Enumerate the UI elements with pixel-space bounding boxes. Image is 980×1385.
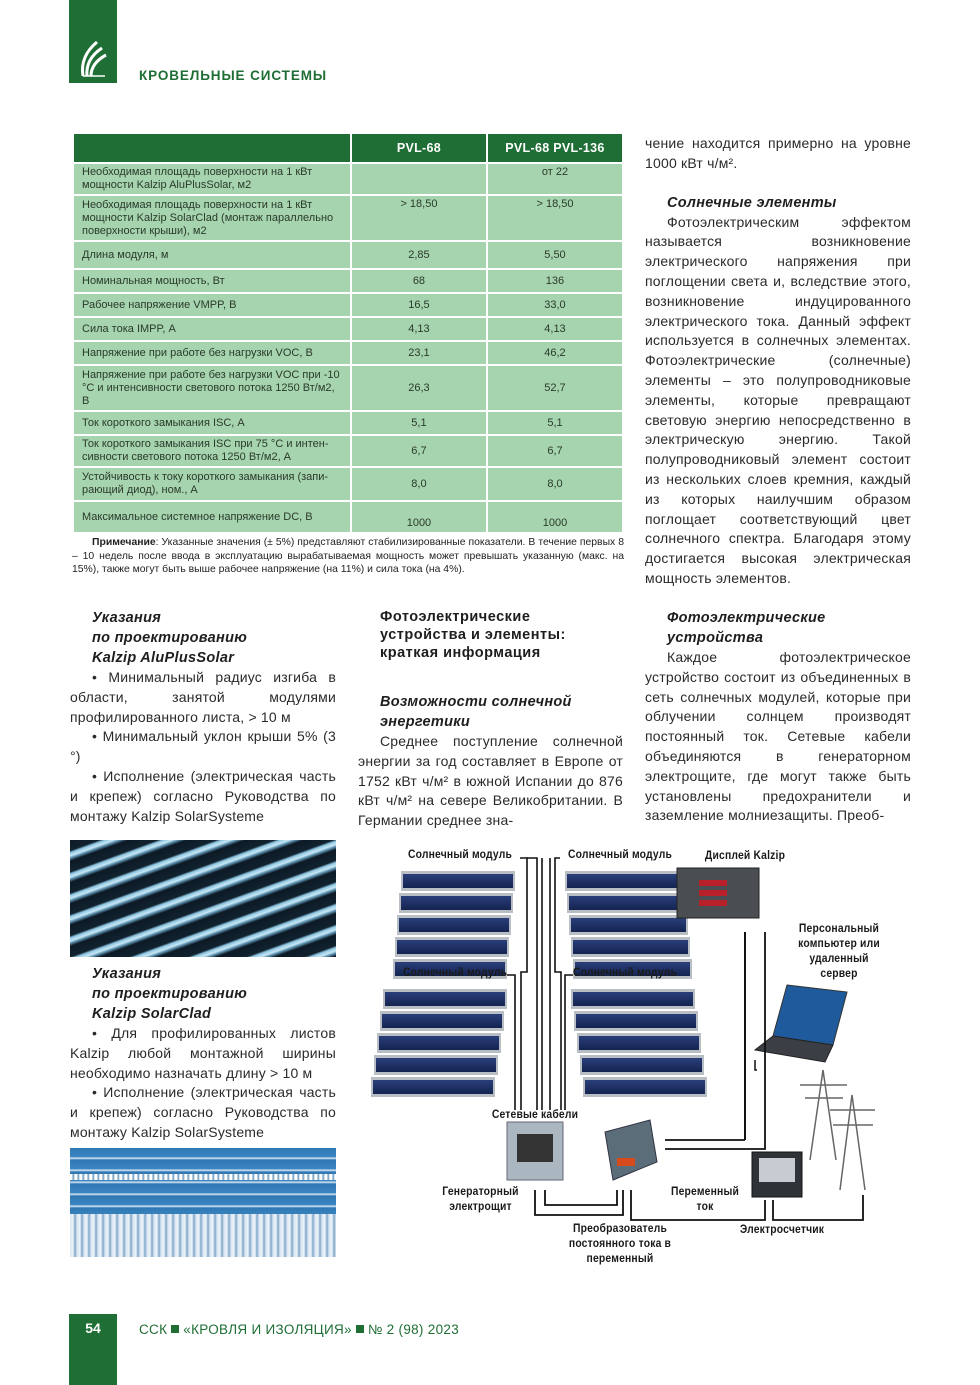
param-cell: Необходимая площадь поверхности на 1 кВт мощности Kalzip AluPlusSolar, м2	[74, 164, 350, 194]
heading-line: краткая информация	[380, 645, 541, 661]
solar-panel	[373, 1080, 493, 1094]
label-solar-module-top-right: Солнечный модуль	[567, 849, 673, 861]
kalzip-display	[677, 868, 759, 918]
heading-line: Фотоэлектрические	[380, 609, 531, 625]
pvl136-cell: 5,50	[488, 242, 622, 268]
generator-distribution-box	[507, 1122, 563, 1180]
param-cell: Сила тока IMPP, А	[74, 318, 350, 340]
pvl136-cell: от 22	[488, 164, 622, 194]
solar-panel	[573, 940, 688, 954]
param-cell: Ток короткого замыкания ISC при 75 °С и интен-сивности светового потока 1250 Вт/м2, А	[74, 436, 350, 466]
heading-solarclad-line3: Kalzip SolarClad	[92, 1006, 212, 1022]
heading-solarclad-line2: по проектированию	[92, 986, 248, 1002]
page-number: 54	[85, 1320, 101, 1336]
table-row	[74, 342, 622, 364]
pv-system-diagram	[355, 840, 925, 1265]
solar-panel	[576, 1014, 696, 1028]
pvl136-cell: > 18,50	[488, 196, 622, 240]
solar-panel	[582, 1058, 702, 1072]
param-cell: Ток короткого замыкания ISC, А	[74, 412, 350, 434]
solar-module-top-left	[393, 871, 515, 979]
solar-panel	[567, 874, 682, 888]
table-row	[74, 468, 622, 500]
param-cell: Длина модуля, м	[74, 242, 350, 268]
table-note	[72, 536, 624, 577]
label-generator-box: Генераторный электрощит	[442, 1186, 519, 1213]
paragraph-solar-cells: Фотоэлектрическим эффектом называется возникновение электрического напряжения при поглощении света и, вследствие этого, возникновение индуцированного электрического тока. Данный эффект используется в солнечных элементах. Фотоэлектрические (солнечные) элементы – это полупроводниковые элементы, которые превращают световую энергию непосредственно в электрическую энергию. Такой полупроводниковый элемент состоит из нескольких слоев кремния, каждый из которых наилучшим образом поглощает соответствующий цвет солнечного спектра. Благодаря этому достигается высокая электрическая мощность элементов.	[645, 213, 911, 586]
table-row	[74, 412, 622, 434]
heading-line: устройства и элементы:	[380, 627, 566, 643]
heading-pv-devices-line1: Фотоэлектрические	[667, 610, 826, 626]
pvl136-cell: 1000	[488, 502, 622, 532]
pvl68-cell: 4,13	[352, 318, 486, 340]
pvl68-cell: 23,1	[352, 342, 486, 364]
network-cables	[507, 858, 573, 1110]
column-header	[74, 134, 350, 162]
param-cell: Рабочее напряжение VMPP, В	[74, 294, 350, 316]
bullet-item: • Минимальный уклон крыши 5% (3 °)	[70, 728, 336, 765]
laptop-computer	[755, 985, 847, 1062]
label-alternating-current: Переменный ток	[670, 1186, 740, 1213]
column-header: PVL-68	[352, 134, 486, 162]
bullet-item: • Исполнение (электрическая часть и крепеж) согласно Руководства по монтажу Kalzip SolarSysteme	[70, 1084, 336, 1140]
solar-panel	[379, 1036, 499, 1050]
heading-aluplussolar-line3: Kalzip AluPlusSolar	[92, 650, 235, 666]
heading-solar-cells: Солнечные элементы	[667, 194, 837, 211]
note-text: : Указанные значения (± 5%) представляют стабилизированные показатели. В течение первых 8 – 10 недель после ввода в эксплуатацию вырабатываемая мощность может превышать указанную (макс. на 15%), также могут быть выше рабочее напряжение (на 11%) и сила тока (на 4%).	[72, 537, 624, 576]
subheading-solar-potential-line2: энергетики	[380, 714, 471, 730]
param-cell: Необходимая площадь поверхности на 1 кВт мощности Kalzip SolarClad (монтаж параллельно поверхности крыши), м2	[74, 196, 350, 240]
solar-panel	[382, 1014, 502, 1028]
ssk-leaf-logo-icon	[75, 38, 113, 78]
pvl68-cell: 16,5	[352, 294, 486, 316]
label-pc-server: Персональный компьютер или удаленный сервер	[798, 923, 880, 980]
footer-journal-info	[139, 1322, 459, 1337]
table-row	[74, 318, 622, 340]
table-row	[74, 436, 622, 466]
pvl136-cell: 6,7	[488, 436, 622, 466]
bullet-item: • Минимальный радиус изгиба в области, занятой модулями профилированного листа, > 10 м	[70, 669, 336, 725]
pvl68-cell: 6,7	[352, 436, 486, 466]
solar-module-bottom-left	[371, 989, 507, 1097]
param-cell: Максимальное системное напряжение DC, В	[74, 502, 350, 532]
table-row	[74, 502, 622, 532]
table-row	[74, 366, 622, 410]
param-cell: Напряжение при работе без нагрузки VOC при -10 °С и интенсивности светового потока 1250 Вт/м2, В	[74, 366, 350, 410]
solar-panel	[579, 1036, 699, 1050]
solar-panel	[403, 874, 513, 888]
left-column-2	[70, 964, 336, 1143]
spec-table	[72, 132, 624, 534]
solar-panel	[573, 992, 693, 1006]
subheading-solar-potential-line1: Возможности солнечной	[380, 694, 572, 710]
heading-aluplussolar-line1: Указания	[92, 610, 162, 626]
label-solar-module-bottom-right: Солнечный модуль	[572, 967, 678, 979]
solar-panel	[585, 1080, 705, 1094]
table-row	[74, 196, 622, 240]
heading-aluplussolar-line2: по проектированию	[92, 630, 248, 646]
label-display: Дисплей Kalzip	[704, 850, 786, 862]
pvl68-cell: 5,1	[352, 412, 486, 434]
pvl136-cell: 8,0	[488, 468, 622, 500]
power-towers	[800, 1070, 875, 1190]
table-row	[74, 164, 622, 194]
table-header-row	[74, 134, 622, 162]
param-cell: Устойчивость к току короткого замыкания (запи-рающий диод), ном., А	[74, 468, 350, 500]
right-top-column	[645, 134, 911, 589]
solar-panel	[385, 992, 505, 1006]
pvl136-cell: 46,2	[488, 342, 622, 364]
label-electricity-meter: Электросчетчик	[739, 1224, 825, 1236]
heading-solarclad-line1: Указания	[92, 966, 162, 982]
roof-photo-aluplussolar	[70, 840, 336, 957]
solar-module-top-right	[565, 871, 692, 979]
column-header: PVL-68 PVL-136	[488, 134, 622, 162]
pvl136-cell: 5,1	[488, 412, 622, 434]
logo-bar	[69, 0, 117, 83]
separator-square-icon	[356, 1325, 364, 1333]
pvl68-cell: > 18,50	[352, 196, 486, 240]
param-cell: Напряжение при работе без нагрузки VOC, В	[74, 342, 350, 364]
pvl136-cell: 136	[488, 270, 622, 292]
pvl68-cell: 26,3	[352, 366, 486, 410]
pvl68-cell: 2,85	[352, 242, 486, 268]
pvl136-cell: 4,13	[488, 318, 622, 340]
solar-panel	[569, 896, 684, 910]
label-network-cables: Сетевые кабели	[491, 1109, 579, 1121]
right-column	[645, 608, 911, 826]
paragraph-continuation: чение находится примерно на уровне 1000 кВт ч/м².	[645, 135, 911, 171]
roof-rail	[70, 1174, 336, 1180]
pvl136-cell: 52,7	[488, 366, 622, 410]
separator-square-icon	[171, 1325, 179, 1333]
section-title: КРОВЕЛЬНЫЕ СИСТЕМЫ	[139, 68, 327, 83]
solar-panel	[571, 918, 686, 932]
label-solar-module-bottom-left: Солнечный модуль	[402, 967, 508, 979]
bullet-item: • Исполнение (электрическая часть и крепеж) согласно Руководства по монтажу Kalzip SolarSysteme	[70, 767, 336, 824]
issue-number: № 2 (98) 2023	[367, 1322, 460, 1337]
solar-panel	[397, 940, 507, 954]
journal-name: «КРОВЛЯ И ИЗОЛЯЦИЯ»	[183, 1322, 352, 1337]
param-cell: Номинальная мощность, Вт	[74, 270, 350, 292]
pvl68-cell: 1000	[352, 502, 486, 532]
pvl68-cell: 8,0	[352, 468, 486, 500]
table-row	[74, 242, 622, 268]
pvl68-cell: 68	[352, 270, 486, 292]
solar-panel	[376, 1058, 496, 1072]
solar-panel	[401, 896, 511, 910]
solar-panel	[399, 918, 509, 932]
paragraph-solar-potential: Среднее поступление солнечной энергии за год составляет в Европе от 1752 кВт ч/м² в южной Испании до 876 кВт ч/м² на севере Великобритании. В Германии среднее зна-	[358, 733, 623, 829]
label-inverter: Преобразователь постоянного тока в переменный	[568, 1223, 672, 1265]
roof-photo-solarclad	[70, 1148, 336, 1257]
table-row	[74, 294, 622, 316]
table-row	[74, 270, 622, 292]
note-label: Примечание	[92, 537, 156, 548]
bullet-item: • Для профилированных листов Kalzip любой монтажной ширины необходимо назначать длину > 10 м	[70, 1025, 336, 1081]
label-solar-module-top-left: Солнечный модуль	[407, 849, 513, 861]
dc-ac-inverter	[605, 1120, 657, 1180]
middle-column	[358, 608, 623, 831]
paragraph-pv-devices: Каждое фотоэлектрическое устройство состоит из объединенных в сеть солнечных модулей, которые при облучении солнцем производят постоянный ток. Сетевые кабели объединяются в генераторном электрощите, где могут также быть установлены предохранители и заземление молниезащиты. Преоб-	[645, 649, 911, 824]
solar-panels-area	[70, 1148, 336, 1214]
electricity-meter	[752, 1152, 802, 1197]
left-column-1	[70, 608, 336, 826]
heading-pv-devices-line2: устройства	[667, 630, 764, 646]
pvl68-cell	[352, 164, 486, 194]
pvl136-cell: 33,0	[488, 294, 622, 316]
section-heading-photovoltaic	[380, 608, 623, 662]
solar-module-bottom-right	[571, 989, 707, 1097]
publisher: ССК	[139, 1322, 168, 1337]
